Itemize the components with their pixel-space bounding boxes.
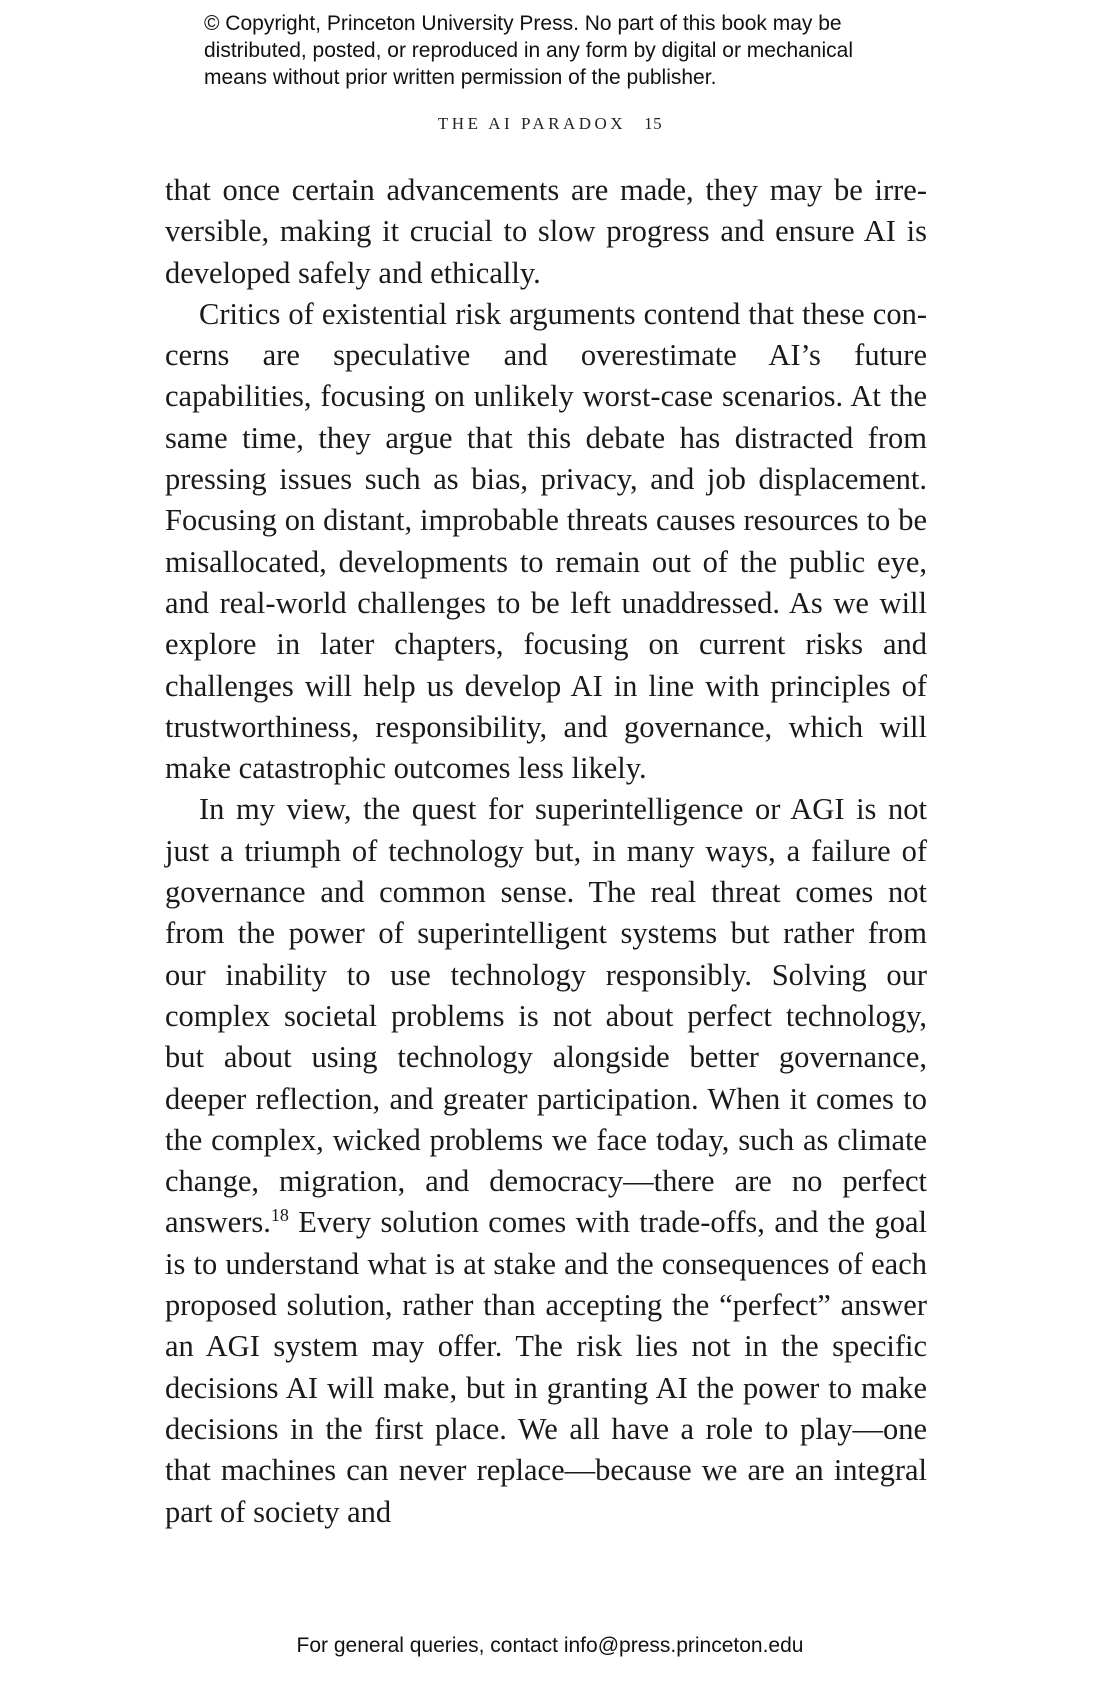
paragraph-3-text-after-note: Every solution comes with trade-offs, and the goal is to understand what is at stake and the consequences of each proposed solution, rather than accepting the “perfect” answer an AGI system may offer. The risk lies not in the specific decisions AI will make, but in granting AI the power to make decisions in the first place. We all have a role to play—one that machines can never replace—because we are an integral part of society and <box>165 1205 927 1529</box>
footnote-reference[interactable]: 18 <box>270 1205 289 1226</box>
paragraph-3 <box>165 789 927 1532</box>
page-number: 15 <box>644 114 663 133</box>
running-head-title: THE AI PARADOX <box>437 114 627 133</box>
footer-contact: For general queries, contact info@press.princeton.edu <box>296 1634 804 1657</box>
paragraph-2: Critics of existential risk arguments contend that these concerns are speculative and overestimate AI’s future capabilities, focusing on unlikely worst-case scenarios. At the same time, they argue that this debate has distracted from pressing issues such as bias, privacy, and job displacement. Focusing on distant, improbable threats causes resources to be misallocated, developments to remain out of the public eye, and real-world challenges to be left unaddressed. As we will explore in later chapters, focusing on current risks and challenges will help us develop AI in line with principles of trustworthiness, responsibility, and governance, which will make catastrophic outcomes less likely. <box>165 296 927 786</box>
body-text <box>165 170 927 1533</box>
copyright-line-1: © Copyright, Princeton University Press. No part of this book may be <box>204 12 842 35</box>
copyright-line-2: distributed, posted, or reproduced in any form by digital or mechanical <box>204 39 854 62</box>
paragraph-3-text-before-note: In my view, the quest for superintelligence or AGI is not just a triumph of technology but, in many ways, a failure of governance and common sense. The real threat comes not from the power of superintelligent systems but rather from our inability to use technology responsibly. Solving our complex societal problems is not about perfect technology, but about using technology alongside better governance, deeper reflection, and greater participation. When it comes to the complex, wicked problems we face today, such as climate change, migration, and democracy—there are no perfect answers. <box>165 792 927 1240</box>
copyright-notice <box>204 10 924 91</box>
paragraph-1: that once certain advancements are made, they may be irreversible, making it crucial to slow progress and ensure AI is developed safely and ethically. <box>165 173 927 290</box>
copyright-line-3: means without prior written permission of the publisher. <box>204 66 717 89</box>
running-head <box>0 114 1100 134</box>
